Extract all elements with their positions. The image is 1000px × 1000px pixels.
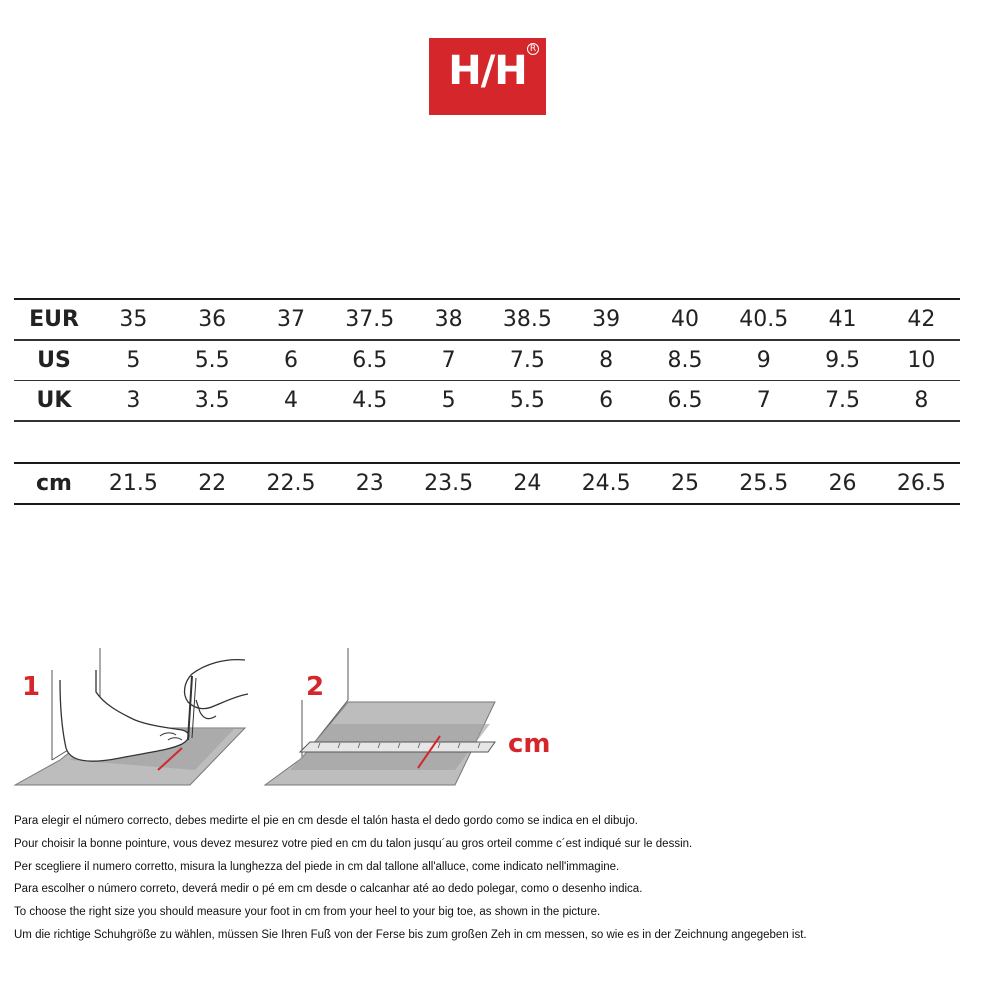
instruction-pt: Para escolher o número correto, deverá medir o pé em cm desde o calcanhar até ao dedo polegar, como o desenho indica. xyxy=(14,883,643,896)
size-cell: 8.5 xyxy=(667,347,703,373)
size-cell: 41 xyxy=(828,307,857,332)
table-rule xyxy=(14,503,960,505)
size-cell: 10 xyxy=(907,347,936,373)
size-conversion-table xyxy=(14,298,960,422)
instructions-block xyxy=(14,810,989,947)
foot-length-cell: 23.5 xyxy=(424,471,474,496)
foot-length-cell: 22 xyxy=(198,471,227,496)
instruction-it: Per scegliere il numero corretto, misura la lunghezza del piede in cm dal tallone all'alluce, come indicato nell'immagine. xyxy=(14,860,620,873)
size-cell: 6.5 xyxy=(352,347,388,373)
table-rule xyxy=(14,420,960,422)
step-1-number: 1 xyxy=(22,672,41,702)
size-cell: 8 xyxy=(599,347,614,373)
instruction-de: Um die richtige Schuhgröße zu wählen, müssen Sie Ihren Fuß von der Ferse bis zum großen Zeh in cm messen, so wie es in der Zeichnung angegeben ist. xyxy=(14,928,807,941)
size-cell: 7.5 xyxy=(509,347,545,373)
size-cell: 6 xyxy=(599,388,614,413)
step-1-foot-drawing xyxy=(15,648,248,785)
size-cell: 42 xyxy=(907,307,936,332)
foot-length-cell: 21.5 xyxy=(108,471,158,496)
size-cell: 36 xyxy=(198,307,227,332)
step-2-ruler-drawing xyxy=(265,648,495,785)
size-cell: 4.5 xyxy=(352,388,388,413)
size-cell: 4 xyxy=(283,388,298,413)
row-label-us: US xyxy=(37,347,71,373)
size-cell: 5 xyxy=(441,388,456,413)
size-cell: 37 xyxy=(276,307,305,332)
foot-length-cell: 24 xyxy=(513,471,542,496)
foot-length-cell: 23 xyxy=(355,471,384,496)
table-row-us xyxy=(14,341,960,380)
size-cell: 7 xyxy=(441,347,456,373)
row-label-uk: UK xyxy=(36,388,72,413)
size-cell: 7 xyxy=(756,388,771,413)
size-cell: 9 xyxy=(756,347,771,373)
size-cell: 38.5 xyxy=(502,307,552,332)
size-cell: 37.5 xyxy=(345,307,395,332)
foot-length-cell: 22.5 xyxy=(266,471,316,496)
size-cell: 5.5 xyxy=(194,347,230,373)
size-cell: 5.5 xyxy=(509,388,545,413)
measurement-illustration xyxy=(0,640,600,800)
size-cell: 3 xyxy=(126,388,141,413)
foot-length-cell: 24.5 xyxy=(581,471,631,496)
row-label-eur: EUR xyxy=(29,307,79,332)
registered-mark-icon: R xyxy=(527,43,539,55)
row-label-cm: cm xyxy=(36,471,72,496)
foot-length-cell: 25.5 xyxy=(739,471,789,496)
size-cell: 3.5 xyxy=(194,388,230,413)
size-cell: 6 xyxy=(283,347,298,373)
step-2-number: 2 xyxy=(306,672,325,702)
size-cell: 5 xyxy=(126,347,141,373)
size-cell: 7.5 xyxy=(825,388,861,413)
logo-text: H/H xyxy=(448,48,527,94)
foot-length-table xyxy=(14,462,960,505)
size-cell: 40 xyxy=(670,307,699,332)
size-cell: 9.5 xyxy=(825,347,861,373)
instruction-es: Para elegir el número correcto, debes medirte el pie en cm desde el talón hasta el dedo gordo como se indica en el dibujo. xyxy=(14,815,638,827)
instruction-en: To choose the right size you should measure your foot in cm from your heel to your big toe, as shown in the picture. xyxy=(14,906,601,919)
size-cell: 38 xyxy=(434,307,463,332)
foot-length-cell: 26.5 xyxy=(896,471,946,496)
size-cell: 39 xyxy=(592,307,621,332)
brand-logo xyxy=(429,38,546,115)
unit-label-cm: cm xyxy=(508,729,551,759)
foot-length-cell: 25 xyxy=(670,471,699,496)
table-row-uk xyxy=(14,381,960,420)
instruction-fr: Pour choisir la bonne pointure, vous devez mesurez votre pied en cm du talon jusqu´au gros orteil comme c´est indiqué sur le dessin. xyxy=(14,837,693,850)
foot-length-cell: 26 xyxy=(828,471,857,496)
size-cell: 35 xyxy=(119,307,148,332)
size-cell: 40.5 xyxy=(739,307,789,332)
size-cell: 6.5 xyxy=(667,388,703,413)
table-row-eur xyxy=(14,300,960,339)
size-cell: 8 xyxy=(914,388,929,413)
table-row-cm xyxy=(14,464,960,503)
